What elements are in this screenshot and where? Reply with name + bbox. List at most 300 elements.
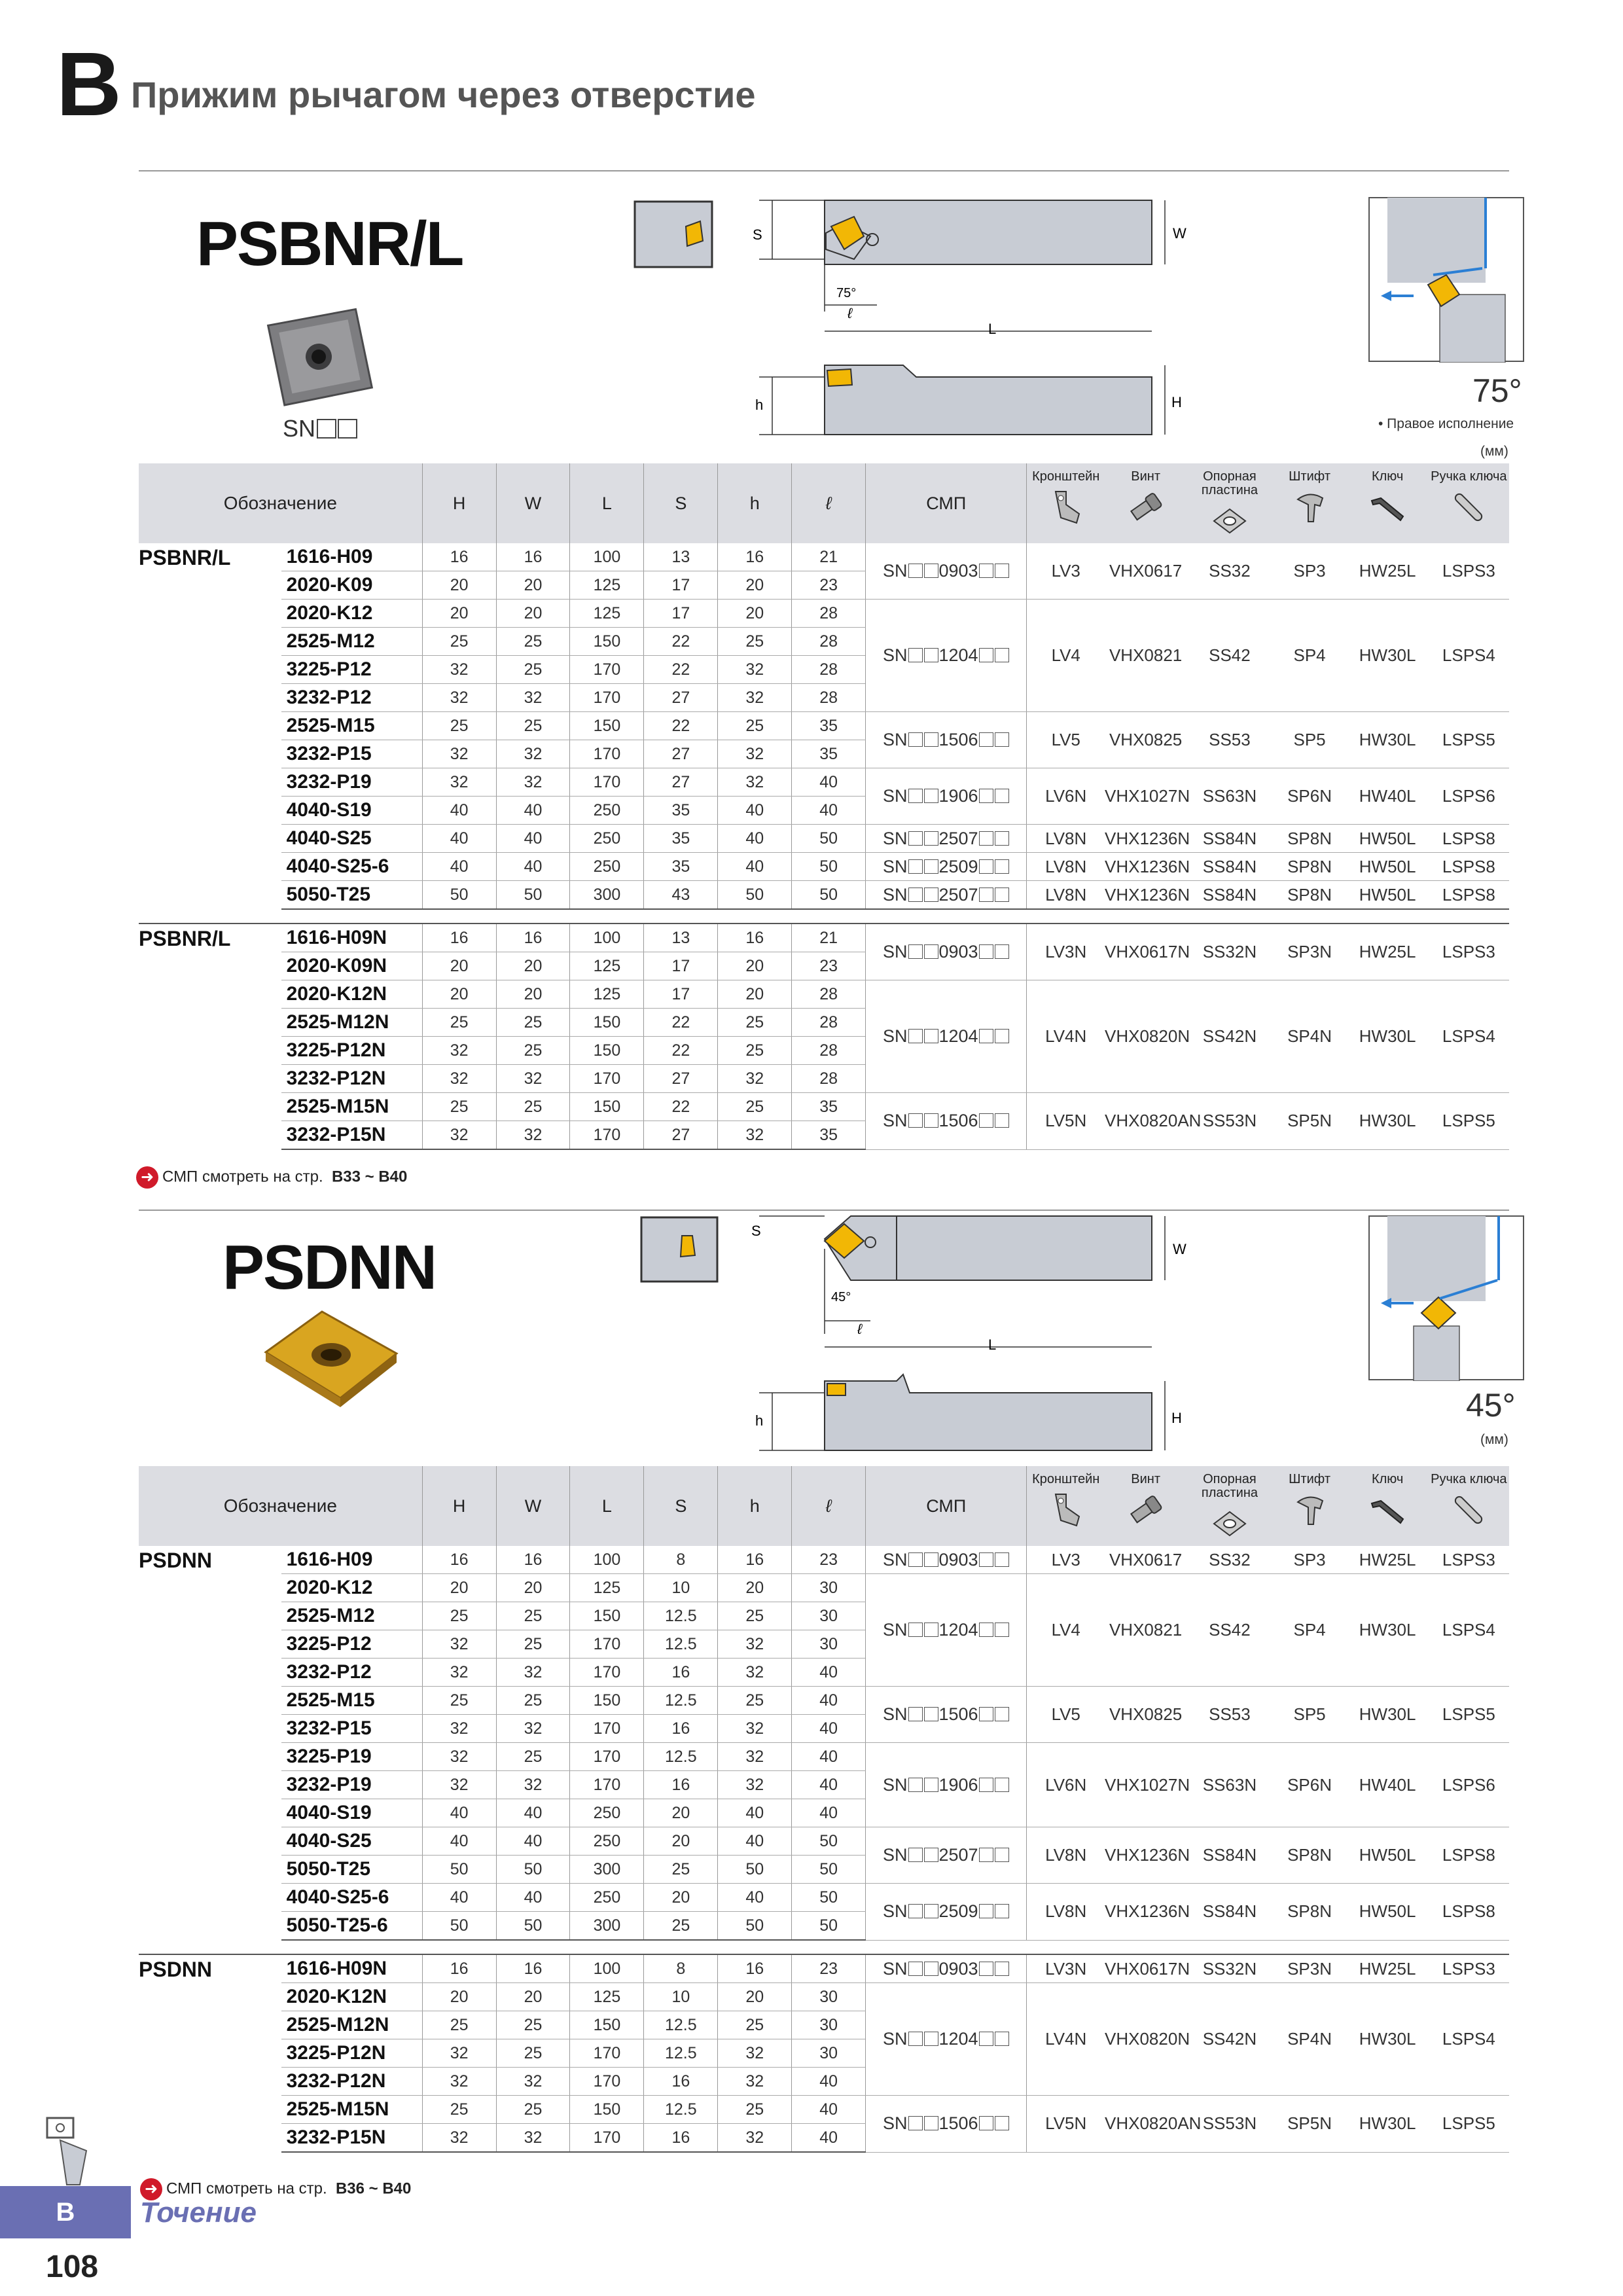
dimension-value: 35	[792, 1121, 866, 1150]
dimension-value: 25	[422, 1687, 496, 1715]
dimension-value: 25	[496, 1009, 570, 1037]
header-S: S	[644, 463, 718, 543]
dimension-value: 25	[496, 656, 570, 684]
dimension-value: 25	[496, 712, 570, 740]
dimension-value: 20	[422, 1574, 496, 1602]
dimension-value: 100	[570, 543, 644, 571]
accessory-code: HW25L	[1347, 924, 1429, 980]
dimension-value: 50	[792, 1884, 866, 1912]
dimension-value: 100	[570, 1546, 644, 1574]
dim-angle: 45°	[831, 1290, 851, 1304]
dimension-value: 23	[792, 1954, 866, 1983]
accessory-code: LV8N	[1027, 881, 1105, 910]
dimension-value: 50	[718, 881, 792, 910]
dimension-value: 40	[718, 1827, 792, 1856]
dimension-value: 16	[422, 1546, 496, 1574]
item-code: 3232-P19	[281, 768, 423, 797]
dimension-value: 32	[718, 1630, 792, 1659]
dimension-value: 32	[422, 684, 496, 712]
accessory-code: LV5N	[1027, 2096, 1105, 2153]
dimension-value: 23	[792, 952, 866, 980]
dimension-value: 25	[496, 2039, 570, 2068]
dimension-value: 16	[644, 1715, 718, 1743]
accessory-code: SP5N	[1273, 1093, 1347, 1150]
dimension-value: 20	[496, 952, 570, 980]
header-accessory: Опорная пластина	[1186, 463, 1272, 543]
dimension-value: 12.5	[644, 2096, 718, 2124]
dimension-value: 100	[570, 924, 644, 952]
header-W: W	[496, 463, 570, 543]
table-row	[139, 1743, 1509, 1771]
accessory-code: SS53N	[1186, 1093, 1272, 1150]
table-header-row	[139, 1466, 1509, 1546]
dimension-value: 40	[718, 853, 792, 881]
dimension-value: 32	[496, 2068, 570, 2096]
dimension-value: 250	[570, 1884, 644, 1912]
section2-top-view-drawing	[740, 1210, 1230, 1458]
accessory-code: LV6N	[1027, 1743, 1105, 1827]
dimension-value: 32	[496, 1065, 570, 1093]
dimension-value: 40	[718, 1799, 792, 1827]
dimension-value: 35	[792, 1093, 866, 1121]
dimension-value: 12.5	[644, 1743, 718, 1771]
dimension-value: 32	[422, 656, 496, 684]
dimension-value: 40	[496, 797, 570, 825]
table-row	[139, 768, 1509, 797]
dimension-value: 25	[718, 628, 792, 656]
dimension-value: 28	[792, 980, 866, 1009]
item-code: 2020-K12N	[281, 1983, 423, 2011]
header-accessory: Винт	[1105, 463, 1186, 543]
dimension-value: 21	[792, 543, 866, 571]
accessory-code: HW25L	[1347, 1546, 1429, 1574]
item-code: 2525-M15N	[281, 2096, 423, 2124]
dimension-value: 32	[422, 740, 496, 768]
accessory-code: SP3N	[1273, 924, 1347, 980]
dimension-value: 100	[570, 1954, 644, 1983]
accessory-code: HW30L	[1347, 1093, 1429, 1150]
accessory-code: LV5	[1027, 1687, 1105, 1743]
table-row	[139, 881, 1509, 910]
insert-code: SN 2509	[866, 853, 1027, 881]
dimension-value: 40	[792, 1799, 866, 1827]
dimension-value: 10	[644, 1574, 718, 1602]
dimension-value: 40	[422, 1884, 496, 1912]
section1-hand-note: • Правое исполнение	[1378, 416, 1514, 431]
series-name: PSBNR/L	[139, 546, 231, 569]
dimension-value: 30	[792, 1574, 866, 1602]
accessory-code: SS84N	[1186, 825, 1272, 853]
header-L: L	[570, 463, 644, 543]
dimension-value: 32	[496, 1715, 570, 1743]
dimension-value: 50	[792, 853, 866, 881]
insert-code: SN 2509	[866, 1884, 1027, 1941]
dimension-value: 170	[570, 2124, 644, 2153]
insert-code: SN 2507	[866, 1827, 1027, 1884]
dimension-value: 32	[422, 1715, 496, 1743]
dimension-value: 20	[644, 1799, 718, 1827]
accessory-code: VHX0820N	[1105, 980, 1186, 1093]
section1-spec-table	[139, 463, 1509, 1150]
accessory-code: SP6N	[1273, 1743, 1347, 1827]
item-code: 4040-S25	[281, 825, 423, 853]
dimension-value: 32	[422, 1121, 496, 1150]
accessory-code: HW50L	[1347, 881, 1429, 910]
dimension-value: 40	[496, 853, 570, 881]
dimension-value: 32	[496, 1771, 570, 1799]
accessory-code: SP3	[1273, 543, 1347, 600]
accessory-code: LSPS5	[1429, 1093, 1509, 1150]
dimension-value: 32	[718, 684, 792, 712]
dimension-value: 35	[792, 712, 866, 740]
dim-S: S	[753, 226, 762, 243]
section1-application-sketch	[1368, 196, 1525, 363]
dimension-value: 20	[422, 571, 496, 600]
dimension-value: 27	[644, 768, 718, 797]
item-code: 4040-S25-6	[281, 853, 423, 881]
dimension-value: 32	[422, 768, 496, 797]
section1-model-title: PSBNR/L	[196, 209, 463, 279]
dimension-value: 32	[718, 1771, 792, 1799]
dimension-value: 25	[422, 712, 496, 740]
dimension-value: 150	[570, 1037, 644, 1065]
dimension-value: 25	[422, 1093, 496, 1121]
insert-code: SN 0903	[866, 924, 1027, 980]
item-code: 3225-P12N	[281, 2039, 423, 2068]
dimension-value: 20	[718, 600, 792, 628]
accessory-code: LSPS4	[1429, 600, 1509, 712]
accessory-code: SS84N	[1186, 1884, 1272, 1941]
item-code: 4040-S19	[281, 1799, 423, 1827]
accessory-code: LV4	[1027, 600, 1105, 712]
dimension-value: 25	[718, 712, 792, 740]
accessory-code: LV3N	[1027, 924, 1105, 980]
table-row	[139, 853, 1509, 881]
accessory-code: SP4N	[1273, 1983, 1347, 2096]
dimension-value: 16	[644, 2124, 718, 2153]
section2-unit: (мм)	[1480, 1432, 1508, 1447]
dimension-value: 32	[422, 1630, 496, 1659]
dimension-value: 12.5	[644, 2011, 718, 2039]
accessory-code: LSPS8	[1429, 1884, 1509, 1941]
turning-tool-icon	[41, 2114, 106, 2186]
dimension-value: 25	[422, 1009, 496, 1037]
header-accessory: Ручка ключа	[1429, 1466, 1509, 1546]
dimension-value: 40	[422, 1827, 496, 1856]
dimension-value: 170	[570, 2039, 644, 2068]
insert-code: SN 0903	[866, 1954, 1027, 1983]
dimension-value: 16	[496, 1954, 570, 1983]
accessory-code: VHX0820N	[1105, 1983, 1186, 2096]
dimension-value: 25	[644, 1856, 718, 1884]
dimension-value: 25	[496, 1037, 570, 1065]
dimension-value: 170	[570, 1065, 644, 1093]
dimension-value: 32	[422, 1065, 496, 1093]
accessory-code: LV5N	[1027, 1093, 1105, 1150]
footer-chapter-tab[interactable]: B	[0, 2186, 131, 2238]
dimension-value: 22	[644, 628, 718, 656]
dimension-value: 125	[570, 980, 644, 1009]
dimension-value: 25	[718, 1037, 792, 1065]
dimension-value: 20	[496, 980, 570, 1009]
dimension-value: 25	[718, 2096, 792, 2124]
header-accessory: Опорная пластина	[1186, 1466, 1272, 1546]
dimension-value: 50	[496, 881, 570, 910]
dimension-value: 300	[570, 881, 644, 910]
accessory-code: SS53	[1186, 1687, 1272, 1743]
dimension-value: 22	[644, 1037, 718, 1065]
header-smp: СМП	[866, 463, 1027, 543]
dimension-value: 22	[644, 1093, 718, 1121]
dim-W: W	[1173, 225, 1186, 242]
table-row	[139, 543, 1509, 571]
accessory-code: LSPS8	[1429, 881, 1509, 910]
accessory-code: SP5	[1273, 1687, 1347, 1743]
dimension-value: 25	[718, 1602, 792, 1630]
dimension-value: 25	[496, 1602, 570, 1630]
item-code: 2525-M12N	[281, 2011, 423, 2039]
accessory-code: LV8N	[1027, 825, 1105, 853]
dim-L: L	[988, 1336, 997, 1353]
dimension-value: 250	[570, 825, 644, 853]
insert-code: SN 1506	[866, 1687, 1027, 1743]
dim-L: L	[988, 321, 997, 337]
header-accessory: Штифт	[1273, 463, 1347, 543]
dimension-value: 300	[570, 1912, 644, 1941]
accessory-code: VHX1027N	[1105, 768, 1186, 825]
accessory-code: SP8N	[1273, 825, 1347, 853]
insert-code: SN 1506	[866, 1093, 1027, 1150]
dimension-value: 32	[496, 740, 570, 768]
header-S: S	[644, 1466, 718, 1546]
accessory-code: VHX1236N	[1105, 825, 1186, 853]
accessory-code: LV5	[1027, 712, 1105, 768]
dimension-value: 40	[792, 1659, 866, 1687]
dimension-value: 125	[570, 1983, 644, 2011]
accessory-code: SP8N	[1273, 1884, 1347, 1941]
dim-angle: 75°	[836, 286, 857, 300]
accessory-code: HW25L	[1347, 543, 1429, 600]
dimension-value: 28	[792, 1065, 866, 1093]
dimension-value: 17	[644, 600, 718, 628]
dimension-value: 32	[422, 1743, 496, 1771]
item-code: 3225-P12	[281, 656, 423, 684]
dim-H: H	[1171, 394, 1182, 410]
accessory-code: SS32	[1186, 543, 1272, 600]
dimension-value: 20	[718, 952, 792, 980]
item-code: 3232-P15N	[281, 1121, 423, 1150]
insert-code: SN 1906	[866, 1743, 1027, 1827]
dimension-value: 40	[496, 1884, 570, 1912]
dimension-value: 28	[792, 684, 866, 712]
dimension-value: 12.5	[644, 2039, 718, 2068]
dimension-value: 30	[792, 1983, 866, 2011]
dimension-value: 40	[496, 1827, 570, 1856]
table-row	[139, 2096, 1509, 2124]
dimension-value: 20	[496, 1983, 570, 2011]
header-designation: Обозначение	[139, 463, 422, 543]
accessory-code: LSPS5	[1429, 712, 1509, 768]
dimension-value: 16	[422, 1954, 496, 1983]
dimension-value: 50	[792, 1912, 866, 1941]
dimension-value: 16	[496, 543, 570, 571]
table-row	[139, 1827, 1509, 1856]
dimension-value: 50	[496, 1912, 570, 1941]
dimension-value: 25	[422, 2011, 496, 2039]
dimension-value: 28	[792, 600, 866, 628]
dimension-value: 32	[718, 1743, 792, 1771]
dimension-value: 40	[792, 1771, 866, 1799]
dimension-value: 170	[570, 1743, 644, 1771]
dimension-value: 12.5	[644, 1630, 718, 1659]
section2-holder-icon	[640, 1216, 719, 1283]
header-h: h	[718, 1466, 792, 1546]
dimension-value: 40	[792, 1687, 866, 1715]
dimension-value: 20	[718, 1983, 792, 2011]
dimension-value: 32	[422, 1659, 496, 1687]
accessory-code: VHX0821	[1105, 600, 1186, 712]
accessory-code: HW50L	[1347, 825, 1429, 853]
accessory-code: HW50L	[1347, 1827, 1429, 1884]
dimension-value: 32	[422, 2039, 496, 2068]
table-row	[139, 1954, 1509, 1983]
section1-insert-label: SN	[283, 415, 357, 442]
item-code: 3225-P12N	[281, 1037, 423, 1065]
accessory-code: SP8N	[1273, 881, 1347, 910]
accessory-code: HW50L	[1347, 1884, 1429, 1941]
dimension-value: 50	[718, 1912, 792, 1941]
dimension-value: 50	[792, 881, 866, 910]
dimension-value: 21	[792, 924, 866, 952]
dimension-value: 40	[718, 797, 792, 825]
dimension-value: 12.5	[644, 1687, 718, 1715]
dimension-value: 28	[792, 1037, 866, 1065]
accessory-code: SS63N	[1186, 1743, 1272, 1827]
dimension-value: 40	[792, 2124, 866, 2153]
dimension-value: 25	[718, 2011, 792, 2039]
dimension-value: 32	[718, 1715, 792, 1743]
dimension-value: 150	[570, 1602, 644, 1630]
insert-code: SN 0903	[866, 543, 1027, 600]
dimension-value: 40	[496, 825, 570, 853]
accessory-code: VHX0820AN	[1105, 2096, 1186, 2153]
dimension-value: 22	[644, 656, 718, 684]
dimension-value: 20	[422, 600, 496, 628]
accessory-code: SP3N	[1273, 1954, 1347, 1983]
accessory-code: VHX0821	[1105, 1574, 1186, 1687]
dimension-value: 150	[570, 712, 644, 740]
dimension-value: 40	[792, 768, 866, 797]
dimension-value: 50	[792, 1827, 866, 1856]
item-code: 2525-M12	[281, 628, 423, 656]
item-code: 2525-M12	[281, 1602, 423, 1630]
accessory-code: SP8N	[1273, 1827, 1347, 1884]
dimension-value: 17	[644, 571, 718, 600]
accessory-code: HW30L	[1347, 1687, 1429, 1743]
section1-top-view-drawing	[740, 194, 1230, 442]
dimension-value: 30	[792, 2011, 866, 2039]
dimension-value: 40	[718, 1884, 792, 1912]
table-row	[139, 1884, 1509, 1912]
dim-H: H	[1171, 1410, 1182, 1426]
dimension-value: 250	[570, 797, 644, 825]
series-name: PSBNR/L	[139, 927, 231, 950]
dimension-value: 25	[496, 1743, 570, 1771]
dimension-value: 40	[718, 825, 792, 853]
dimension-value: 40	[792, 2096, 866, 2124]
dimension-value: 32	[718, 656, 792, 684]
header-l: ℓ	[792, 463, 866, 543]
dimension-value: 40	[792, 2068, 866, 2096]
accessory-code: SP5N	[1273, 2096, 1347, 2153]
item-code: 5050-T25-6	[281, 1912, 423, 1941]
table-row	[139, 924, 1509, 952]
dimension-value: 170	[570, 768, 644, 797]
dimension-value: 32	[718, 1121, 792, 1150]
item-code: 3232-P15N	[281, 2124, 423, 2153]
dimension-value: 32	[422, 1037, 496, 1065]
accessory-code: LSPS4	[1429, 980, 1509, 1093]
accessory-code: SS53	[1186, 712, 1272, 768]
table-row	[139, 1093, 1509, 1121]
accessory-code: LV4N	[1027, 980, 1105, 1093]
dimension-value: 50	[792, 1856, 866, 1884]
header-H: H	[422, 1466, 496, 1546]
dimension-value: 17	[644, 980, 718, 1009]
item-code: 1616-H09N	[281, 1954, 423, 1983]
accessory-code: LV8N	[1027, 1827, 1105, 1884]
item-code: 2525-M12N	[281, 1009, 423, 1037]
accessory-code: HW40L	[1347, 1743, 1429, 1827]
header-smp: СМП	[866, 1466, 1027, 1546]
item-code: 4040-S25	[281, 1827, 423, 1856]
item-code: 3225-P19	[281, 1743, 423, 1771]
header-accessory: Ключ	[1347, 1466, 1429, 1546]
insert-code: SN 2507	[866, 825, 1027, 853]
dimension-value: 150	[570, 1009, 644, 1037]
accessory-code: HW30L	[1347, 712, 1429, 768]
header-W: W	[496, 1466, 570, 1546]
dim-l: ℓ	[847, 305, 853, 321]
accessory-code: VHX0820AN	[1105, 1093, 1186, 1150]
insert-code: SN 1204	[866, 1574, 1027, 1687]
insert-code: SN 1906	[866, 768, 1027, 825]
insert-code: SN 2507	[866, 881, 1027, 910]
dimension-value: 30	[792, 2039, 866, 2068]
chapter-letter: B	[56, 34, 122, 135]
dimension-value: 25	[422, 2096, 496, 2124]
dimension-value: 16	[644, 1659, 718, 1687]
dimension-value: 16	[644, 2068, 718, 2096]
dimension-value: 32	[718, 2124, 792, 2153]
chapter-title: Прижим рычагом через отверстие	[131, 74, 756, 115]
dimension-value: 16	[718, 1546, 792, 1574]
dimension-value: 170	[570, 1630, 644, 1659]
accessory-code: SS84N	[1186, 881, 1272, 910]
dimension-value: 25	[422, 1602, 496, 1630]
dimension-value: 28	[792, 1009, 866, 1037]
dimension-value: 170	[570, 740, 644, 768]
accessory-code: SP4N	[1273, 980, 1347, 1093]
accessory-code: VHX0617N	[1105, 924, 1186, 980]
dimension-value: 20	[644, 1884, 718, 1912]
dimension-value: 27	[644, 740, 718, 768]
dimension-value: 22	[644, 1009, 718, 1037]
dimension-value: 25	[496, 2096, 570, 2124]
dimension-value: 20	[718, 571, 792, 600]
accessory-code: SS53N	[1186, 2096, 1272, 2153]
dimension-value: 16	[718, 1954, 792, 1983]
